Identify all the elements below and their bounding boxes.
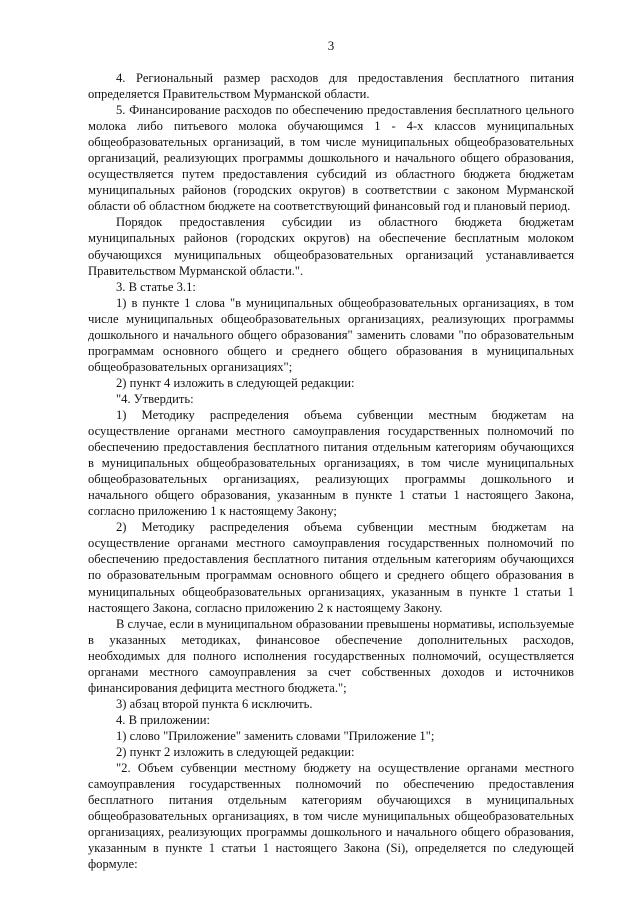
paragraph: 2) пункт 4 изложить в следующей редакции: xyxy=(116,375,355,390)
paragraph: 1) Методику распределения объема субвенции местным бюджетам на осуществление органами местного самоуправления государственных полномочий по обеспечению предоставления бесплатного питания отдельным категориям обучающихся в муниципальных общеобразовательных организациях, в том числе муниципальных общеобразовательных организациях, реализующих программы дошкольного и начального общего образования, указанным в пункте 1 статьи 1 настоящего Закона, согласно приложению 1 к настоящему Закону; xyxy=(88,407,574,519)
paragraph: "4. Утвердить: xyxy=(116,391,194,406)
paragraph: 2) пункт 2 изложить в следующей редакции: xyxy=(116,744,355,759)
paragraph: 5. Финансирование расходов по обеспечению предоставления бесплатного цельного молока либо питьевого молока обучающимся 1 - 4-х классов муниципальных общеобразовательных организаций, в том числе муниципальных общеобразовательных организаций, реализующих программы дошкольного и начального общего образования, осуществляется путем предоставления субсидий из областного бюджета бюджетам муниципальных районов (городских округов) в соответствии с законом Мурманской области об областном бюджете на соответствующий финансовый год и плановый период. xyxy=(88,103,574,214)
paragraph: 3) абзац второй пункта 6 исключить. xyxy=(116,696,313,711)
paragraph: 4. Региональный размер расходов для предоставления бесплатного питания определяется Правительством Мурманской области. xyxy=(88,71,574,102)
document-page xyxy=(88,38,574,872)
paragraph: 1) в пункте 1 слова "в муниципальных общеобразовательных организациях, в том числе муниципальных общеобразовательных организациях, реализующих программы дошкольного и начального общего образования" заменить словами "по образовательным программам основного общего и среднего общего образования в муниципальных общеобразовательных организациях"; xyxy=(88,295,574,374)
paragraph: В случае, если в муниципальном образовании превышены нормативы, используемые в указанных методиках, финансовое обеспечение дополнительных расходов, необходимых для полного исполнения государственных полномочий, осуществляется органами местного самоуправления за счет собственных доходов и источников финансирования дефицита местного бюджета."; xyxy=(88,616,575,695)
page-number: 3 xyxy=(327,38,335,53)
paragraph: 2) Методику распределения объема субвенции местным бюджетам на осуществление органами местного самоуправления государственных полномочий по обеспечению предоставления бесплатного питания отдельным категориям обучающихся по образовательным программам основного общего и среднего общего образования в муниципальных общеобразовательных организациях, указанным в пункте 1 статьи 1 настоящего Закона, согласно приложению 2 к настоящему Закону. xyxy=(88,520,574,615)
paragraph: "2. Объем субвенции местному бюджету на осуществление органами местного самоуправления государственных полномочий по обеспечению предоставления бесплатного питания отдельным категориям обучающихся в муниципальных общеобразовательных организациях, в том числе муниципальных общеобразовательных организациях, реализующих программы дошкольного и начального общего образования, указанным в пункте 1 статьи 1 настоящего Закона (Si), определяется по следующей формуле: xyxy=(88,761,574,872)
paragraph: 3. В статье 3.1: xyxy=(116,279,196,294)
paragraph: 4. В приложении: xyxy=(116,712,211,727)
paragraph: 1) слово "Приложение" заменить словами "Приложение 1"; xyxy=(116,728,435,743)
document-body xyxy=(88,70,574,872)
paragraph: Порядок предоставления субсидии из областного бюджета бюджетам муниципальных районов (городских округов) на обеспечение бесплатным молоком обучающихся муниципальных общеобразовательных организаций устанавливается Правительством Мурманской области.". xyxy=(88,215,574,278)
